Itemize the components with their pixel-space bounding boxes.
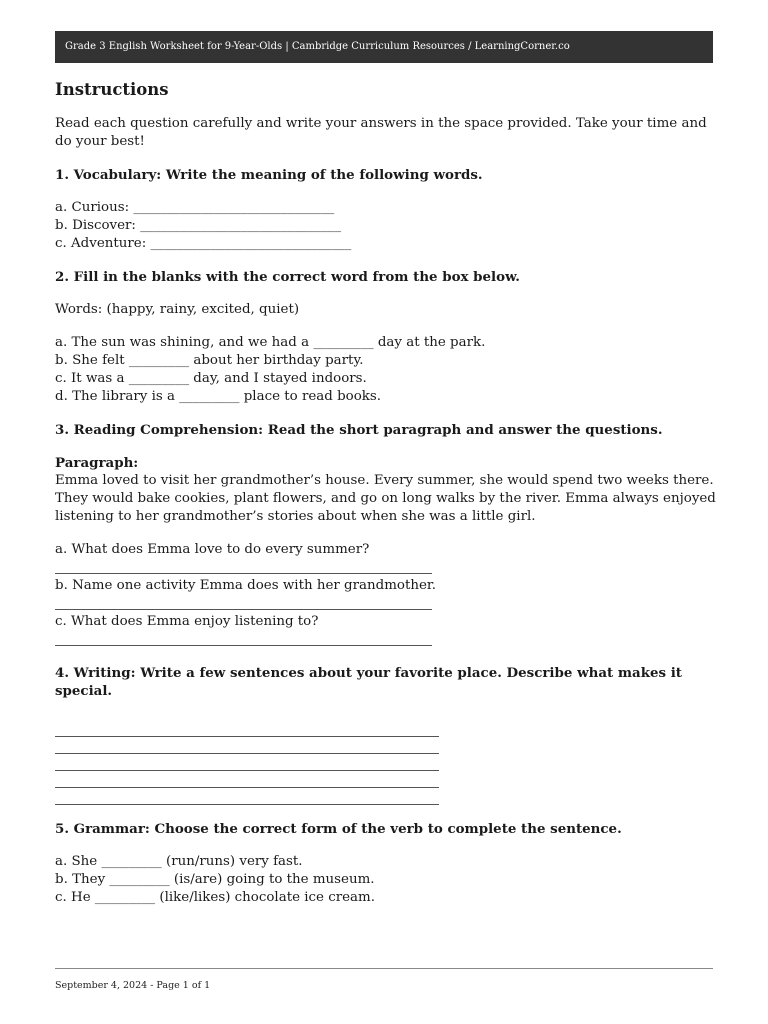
vocab-item-curious: a. Curious: ______________________________ [55,200,335,215]
question-1-items [55,199,719,253]
question-4-title: 4. Writing: Write a few sentences about your favorite place. Describe what makes it special. [55,665,682,699]
word-box: Words: (happy, rainy, excited, quiet) [55,302,300,317]
vocab-item-adventure: c. Adventure: ______________________________ [55,236,352,251]
worksheet-body [55,79,719,907]
fill-blank-item: d. The library is a _________ place to read books. [55,389,382,404]
footer-date-page: September 4, 2024 - Page 1 of 1 [55,980,211,991]
question-3-title: 3. Reading Comprehension: Read the short paragraph and answer the questions. [55,422,663,438]
comprehension-questions [55,541,719,649]
comprehension-question [55,541,719,577]
paragraph-block [55,454,719,526]
answer-line[interactable] [55,609,432,610]
answer-line[interactable] [55,573,432,574]
instructions-heading: Instructions [55,80,169,99]
writing-line[interactable] [55,754,439,771]
comprehension-question-text: b. Name one activity Emma does with her grandmother. [55,578,437,593]
comprehension-question-text: c. What does Emma enjoy listening to? [55,614,319,629]
comprehension-question [55,577,719,613]
footer-divider [55,968,713,969]
fill-blank-item: b. She felt _________ about her birthday party. [55,353,364,368]
writing-line[interactable] [55,720,439,737]
page-header [55,31,713,63]
fill-blank-item: a. The sun was shining, and we had a _________ day at the park. [55,335,486,350]
header-title: Grade 3 English Worksheet for 9-Year-Olds | Cambridge Curriculum Resources / LearningCorner.co [65,41,570,52]
grammar-item: b. They _________ (is/are) going to the museum. [55,872,375,887]
comprehension-question [55,613,719,649]
question-2-title: 2. Fill in the blanks with the correct word from the box below. [55,269,520,285]
paragraph-text: Emma loved to visit her grandmother’s house. Every summer, she would spend two weeks there. They would bake cookies, plant flowers, and go on long walks by the river. Emma always enjoyed listening to her grandmother’s stories about when she was a little girl. [55,473,716,524]
paragraph-label: Paragraph: [55,455,139,471]
question-5-items [55,853,719,907]
writing-line[interactable] [55,771,439,788]
writing-line[interactable] [55,737,439,754]
comprehension-question-text: a. What does Emma love to do every summer? [55,542,370,557]
instructions-text: Read each question carefully and write your answers in the space provided. Take your time and do your best! [55,116,707,149]
vocab-item-discover: b. Discover: ______________________________ [55,218,342,233]
writing-area [55,720,719,805]
writing-line[interactable] [55,788,439,805]
answer-line[interactable] [55,645,432,646]
grammar-item: c. He _________ (like/likes) chocolate ice cream. [55,890,375,905]
question-1-title: 1. Vocabulary: Write the meaning of the following words. [55,167,483,183]
question-2-items [55,334,719,406]
fill-blank-item: c. It was a _________ day, and I stayed indoors. [55,371,367,386]
grammar-item: a. She _________ (run/runs) very fast. [55,854,303,869]
question-5-title: 5. Grammar: Choose the correct form of the verb to complete the sentence. [55,821,622,837]
